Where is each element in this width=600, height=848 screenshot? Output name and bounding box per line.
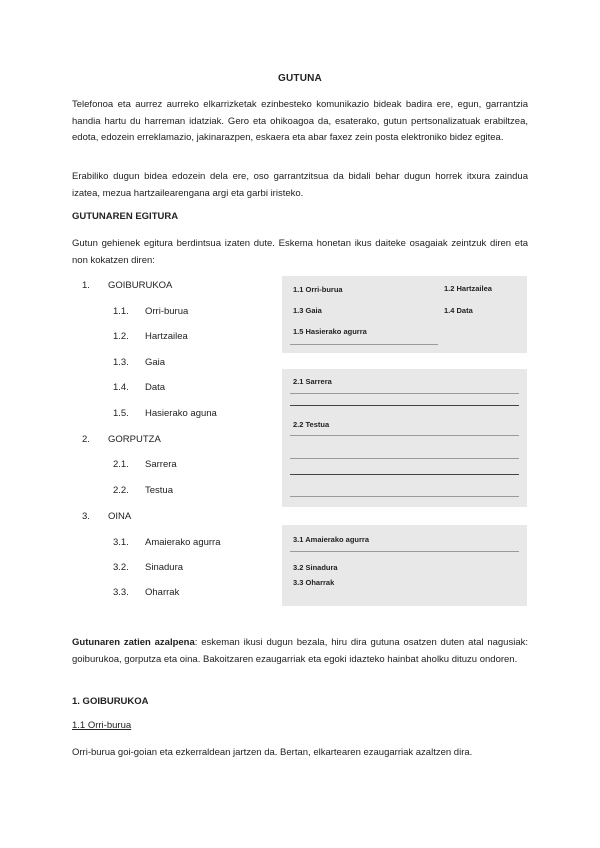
diagram-box-gorputza — [282, 369, 527, 507]
section1-subheading: 1.1 Orri-burua — [72, 720, 132, 731]
outline-num: 3.2. — [113, 562, 129, 573]
outline-item: Testua — [145, 485, 173, 496]
outline-item: Sinadura — [145, 562, 184, 573]
diagram-label: 1.4 Data — [444, 306, 473, 315]
outline-num: 1.4. — [113, 382, 129, 393]
diagram-box-oina — [282, 525, 527, 606]
outline-item: Amaierako agurra — [145, 537, 221, 548]
outline-item-goiburukoa: GOIBURUKOA — [108, 280, 173, 291]
diagram-line — [290, 496, 519, 497]
outline-num: 1.2. — [113, 331, 129, 342]
outline-num: 2. — [82, 434, 90, 445]
structure-heading: GUTUNAREN EGITURA — [72, 211, 179, 222]
outline-item: Sarrera — [145, 459, 177, 470]
section1-paragraph: Orri-burua goi-goian eta ezkerraldean jartzen da. Bertan, elkartearen ezaugarriak azaltzen dira. — [72, 747, 473, 758]
outline-num: 2.1. — [113, 459, 129, 470]
diagram-line — [290, 435, 519, 436]
outline-item: Hasierako aguna — [145, 408, 217, 419]
parts-paragraph — [72, 635, 528, 668]
outline-item-oina: OINA — [108, 511, 132, 522]
intro-paragraph-1: Telefonoa eta aurrez aurreko elkarrizketak ezinbesteko komunikazio bideak badira ere, egun, garrantzia handia hartu du harreman idatziak. Gero eta ohikoagoa da, esaterako, gutun pertsonalizatuak erabiltzea, edota, edozein erreklamazio, jakinarazpen, eskaera eta abar faxez zein posta elektroniko bidez egitea. — [72, 99, 528, 143]
document-title: GUTUNA — [278, 73, 322, 84]
outline-item: Hartzailea — [145, 331, 188, 342]
parts-text: : eskeman ikusi dugun bezala, hiru dira gutuna osatzen duten atal nagusiak: goiburukoa, gorputza eta oina. Bakoitzaren ezaugarriak eta egoki idazteko hainbat aholku dituzu ondoren. — [72, 637, 528, 665]
parts-bold-lead: Gutunaren zatien azalpena — [72, 637, 195, 648]
outline-num: 3.3. — [113, 587, 129, 598]
outline-num: 3.1. — [113, 537, 129, 548]
diagram-label: 1.1 Orri-burua — [293, 285, 343, 294]
section1-heading: 1. GOIBURUKOA — [72, 696, 149, 707]
outline-num: 3. — [82, 511, 90, 522]
diagram-label: 1.3 Gaia — [293, 306, 322, 315]
outline-num: 1. — [82, 280, 90, 291]
outline-item: Oharrak — [145, 587, 180, 598]
diagram-line — [290, 393, 519, 394]
outline-item: Gaia — [145, 357, 166, 368]
intro-paragraph-2: Erabiliko dugun bidea edozein dela ere, oso garrantzitsua da bidali behar dugun horrek itxura zaindua izatea, mezua hartzailearengana argi eta garbi iristeko. — [72, 171, 528, 199]
diagram-label: 3.3 Oharrak — [293, 578, 335, 587]
outline-num: 1.3. — [113, 357, 129, 368]
outline-item: Data — [145, 382, 166, 393]
structure-paragraph: Gutun gehienek egitura berdintsua izaten dute. Eskema honetan ikus daiteke osagaiak zeintzuk diren eta non kokatzen diren: — [72, 238, 528, 266]
outline-num: 1.1. — [113, 306, 129, 317]
diagram-label: 3.1 Amaierako agurra — [293, 535, 370, 544]
diagram-label: 1.2 Hartzailea — [444, 284, 492, 293]
diagram-line — [290, 551, 519, 552]
outline-item: Orri-burua — [145, 306, 189, 317]
diagram-line — [290, 474, 519, 475]
diagram-line — [290, 405, 519, 406]
diagram-box-goiburukoa — [282, 276, 527, 353]
diagram-line — [290, 458, 519, 459]
diagram-label: 2.1 Sarrera — [293, 377, 332, 386]
diagram-label: 3.2 Sinadura — [293, 563, 338, 572]
diagram-line — [290, 344, 438, 345]
outline-num: 1.5. — [113, 408, 129, 419]
diagram-label: 2.2 Testua — [293, 420, 330, 429]
outline-item-gorputza: GORPUTZA — [108, 434, 161, 445]
outline-num: 2.2. — [113, 485, 129, 496]
diagram-label: 1.5 Hasierako agurra — [293, 327, 367, 336]
